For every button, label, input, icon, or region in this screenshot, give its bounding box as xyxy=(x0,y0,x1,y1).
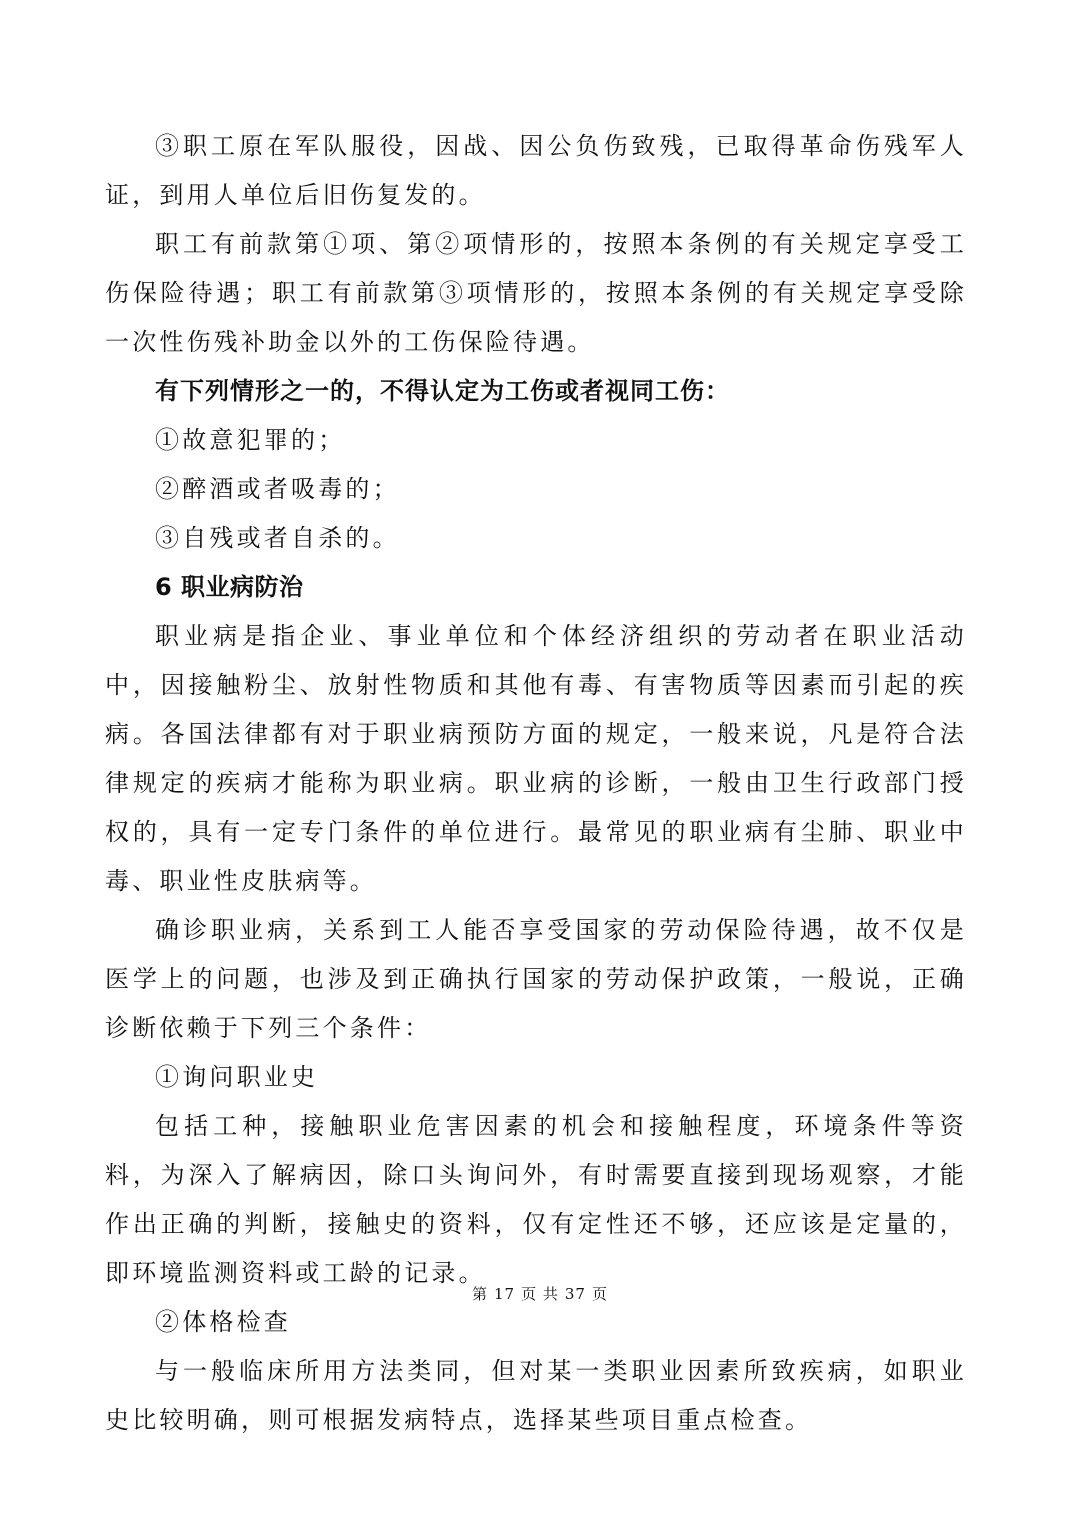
document-body xyxy=(105,122,967,1445)
total-pages: 37 xyxy=(564,1285,586,1303)
list-item: ①故意犯罪的； xyxy=(155,426,346,454)
paragraph: ③职工原在军队服役，因战、因公负伤致残，已取得革命伤残军人证，到用人单位后旧伤复发的。 xyxy=(105,132,967,209)
footer-prefix: 第 xyxy=(472,1285,489,1303)
subheading: ①询问职业史 xyxy=(155,1063,319,1091)
subheading: ②体格检查 xyxy=(155,1308,291,1336)
paragraph: 职业病是指企业、事业单位和个体经济组织的劳动者在职业活动中，因接触粉尘、放射性物质和其他有毒、有害物质等因素而引起的疾病。各国法律都有对于职业病预防方面的规定，一般来说，凡是符合法律规定的疾病才能称为职业病。职业病的诊断，一般由卫生行政部门授权的，具有一定专门条件的单位进行。最常见的职业病有尘肺、职业中毒、职业性皮肤病等。 xyxy=(105,622,967,895)
paragraph: 确诊职业病，关系到工人能否享受国家的劳动保险待遇，故不仅是医学上的问题，也涉及到正确执行国家的劳动保护政策，一般说，正确诊断依赖于下列三个条件： xyxy=(105,916,967,1042)
page-number: 17 xyxy=(494,1285,516,1303)
paragraph: 与一般临床所用方法类同，但对某一类职业因素所致疾病，如职业史比较明确，则可根据发病特点，选择某些项目重点检查。 xyxy=(105,1357,967,1434)
footer-suffix: 页 xyxy=(591,1285,608,1303)
list-item: ②醉酒或者吸毒的； xyxy=(155,475,400,503)
paragraph: 包括工种，接触职业危害因素的机会和接触程度，环境条件等资料，为深入了解病因，除口头询问外，有时需要直接到现场观察，才能作出正确的判断，接触史的资料，仅有定性还不够，还应该是定量的，即环境监测资料或工龄的记录。 xyxy=(105,1112,967,1287)
section-heading: 6 职业病防治 xyxy=(155,573,304,601)
paragraph: 职工有前款第①项、第②项情形的，按照本条例的有关规定享受工伤保险待遇；职工有前款第③项情形的，按照本条例的有关规定享受除一次性伤残补助金以外的工伤保险待遇。 xyxy=(105,230,967,356)
footer-middle: 页 共 xyxy=(521,1285,559,1303)
page-footer xyxy=(0,1283,1080,1304)
list-item: ③自残或者自杀的。 xyxy=(155,524,400,552)
paragraph-bold: 有下列情形之一的，不得认定为工伤或者视同工伤： xyxy=(155,377,730,405)
